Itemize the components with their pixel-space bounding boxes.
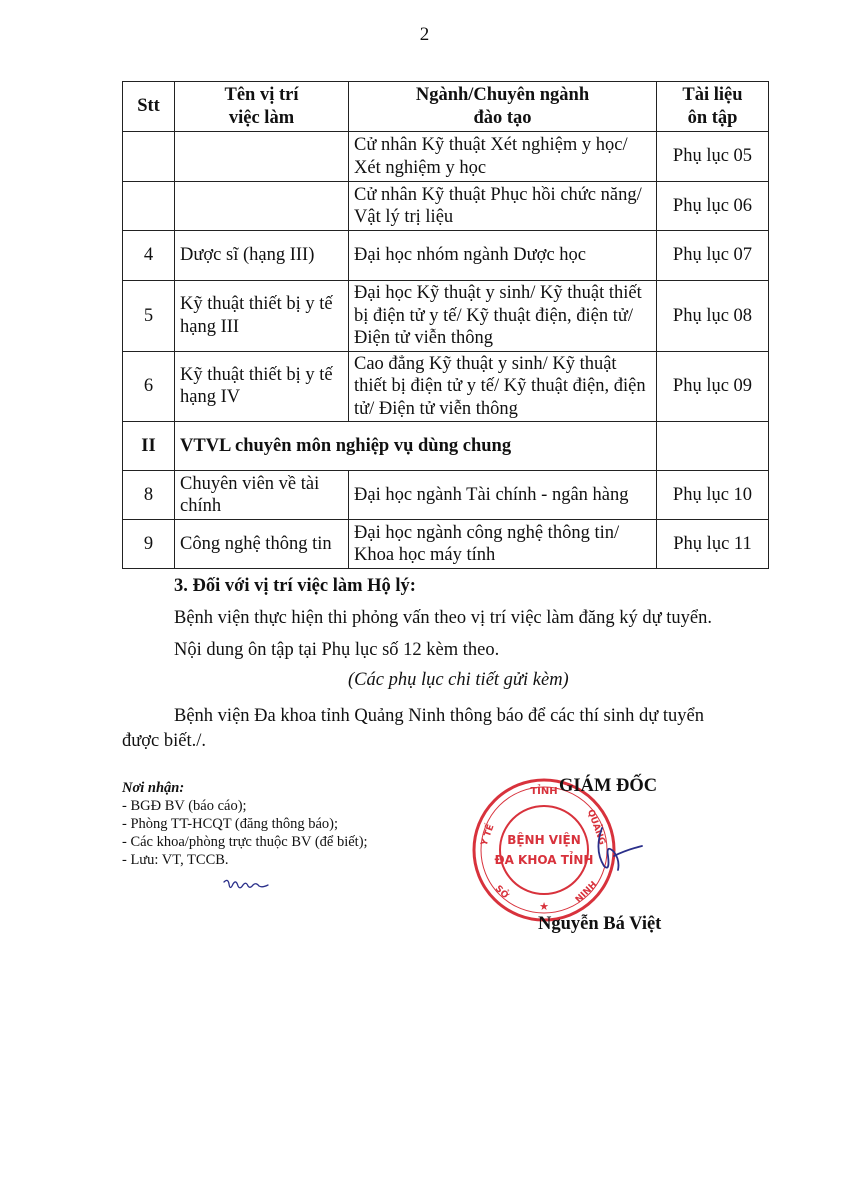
closing-line2: được biết./. [122, 731, 207, 751]
attachments-note: (Các phụ lục chi tiết gửi kèm) [348, 670, 569, 690]
header-stt: Stt [123, 82, 175, 132]
initials-signature [222, 876, 272, 896]
group-ref [657, 422, 769, 471]
stamp-ring-top: TỈNH [530, 786, 558, 797]
table-row [123, 351, 769, 422]
table-row [123, 520, 769, 569]
row-ref: Phụ lục 11 [657, 520, 769, 569]
stamp-ring-bottom-right: NINH [573, 879, 600, 906]
row-position: Chuyên viên về tài chính [175, 471, 349, 520]
row-stt: 5 [123, 281, 175, 352]
row-ref: Phụ lục 07 [657, 231, 769, 281]
row-ref: Phụ lục 10 [657, 471, 769, 520]
signer-title: GIÁM ĐỐC [559, 776, 658, 796]
stamp-line2: ĐA KHOA TỈNH [494, 853, 594, 867]
table-header-row [123, 82, 769, 132]
recipients-heading: Nơi nhận: [122, 780, 185, 796]
recipient-item: - Phòng TT-HCQT (đăng thông báo); [122, 816, 339, 832]
stamp-star-icon: ★ [539, 900, 549, 913]
director-signature [590, 820, 650, 880]
row-major: Đại học ngành Tài chính - ngân hàng [349, 471, 657, 520]
recipient-item: - Các khoa/phòng trực thuộc BV (để biết); [122, 834, 368, 850]
row-position [175, 132, 349, 182]
table-row [123, 132, 769, 182]
stamp-ring-bottom-left: SỞ [492, 883, 511, 902]
row-stt: 9 [123, 520, 175, 569]
row-stt: 6 [123, 351, 175, 422]
stamp-ring-right: QUẢNG [584, 808, 607, 847]
stamp-line1: BỆNH VIỆN [507, 833, 581, 847]
header-docs: Tài liệu ôn tập [657, 82, 769, 132]
row-major: Đại học ngành công nghệ thông tin/ Khoa học máy tính [349, 520, 657, 569]
row-ref: Phụ lục 05 [657, 132, 769, 182]
row-position: Kỹ thuật thiết bị y tế hạng IV [175, 351, 349, 422]
row-stt: 4 [123, 231, 175, 281]
table-row [123, 471, 769, 520]
section3-heading: 3. Đối với vị trí việc làm Hộ lý: [174, 576, 416, 596]
page-number: 2 [419, 24, 430, 45]
header-major: Ngành/Chuyên ngành đào tạo [349, 82, 657, 132]
row-position: Công nghệ thông tin [175, 520, 349, 569]
group-title: VTVL chuyên môn nghiệp vụ dùng chung [175, 422, 657, 471]
row-ref: Phụ lục 06 [657, 182, 769, 231]
row-stt [123, 132, 175, 182]
table-row [123, 231, 769, 281]
section3-line2: Nội dung ôn tập tại Phụ lục số 12 kèm theo. [174, 640, 500, 660]
row-major: Đại học Kỹ thuật y sinh/ Kỹ thuật thiết bị điện tử y tế/ Kỹ thuật điện, điện tử/ Điện tử viễn thông [349, 281, 657, 352]
row-major: Cử nhân Kỹ thuật Xét nghiệm y học/ Xét nghiệm y học [349, 132, 657, 182]
row-major: Đại học nhóm ngành Dược học [349, 231, 657, 281]
table-row [123, 281, 769, 352]
stamp-ring-left: Y TẾ [479, 823, 497, 848]
section3-line1: Bệnh viện thực hiện thi phỏng vấn theo vị trí việc làm đăng ký dự tuyển. [174, 608, 712, 628]
row-ref: Phụ lục 08 [657, 281, 769, 352]
closing-line1: Bệnh viện Đa khoa tỉnh Quảng Ninh thông báo để các thí sinh dự tuyển [174, 706, 704, 726]
group-stt: II [123, 422, 175, 471]
row-position: Dược sĩ (hạng III) [175, 231, 349, 281]
row-stt [123, 182, 175, 231]
recipient-item: - Lưu: VT, TCCB. [122, 852, 229, 868]
row-stt: 8 [123, 471, 175, 520]
recipients-block [122, 779, 368, 869]
row-position [175, 182, 349, 231]
recipient-item: - BGĐ BV (báo cáo); [122, 798, 247, 814]
row-position: Kỹ thuật thiết bị y tế hạng III [175, 281, 349, 352]
row-ref: Phụ lục 09 [657, 351, 769, 422]
header-position: Tên vị trí việc làm [175, 82, 349, 132]
table-row [123, 182, 769, 231]
row-major: Cử nhân Kỹ thuật Phục hồi chức năng/ Vật lý trị liệu [349, 182, 657, 231]
table-group-row [123, 422, 769, 471]
signer-name: Nguyễn Bá Việt [538, 914, 662, 934]
row-major: Cao đẳng Kỹ thuật y sinh/ Kỹ thuật thiết bị điện tử y tế/ Kỹ thuật điện, điện tử/ Điện tử viễn thông [349, 351, 657, 422]
positions-table [122, 81, 769, 569]
